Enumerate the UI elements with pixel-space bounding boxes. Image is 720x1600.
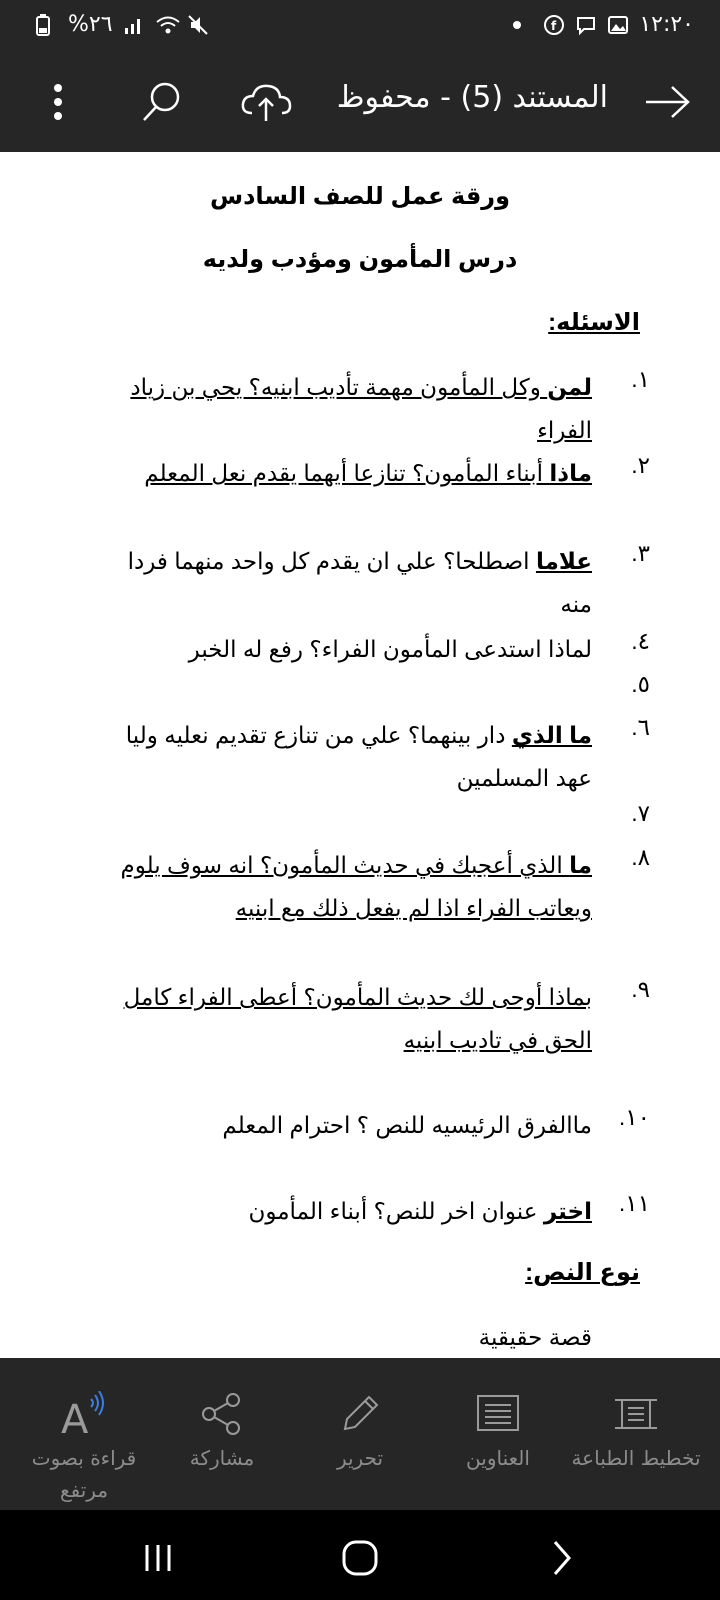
question-9 xyxy=(92,976,592,1062)
cloud-upload-button[interactable] xyxy=(238,74,294,130)
question-text: لماذا استدعى المأمون الفراء؟ رفع له الخبر xyxy=(188,636,592,662)
question-lead: اختر xyxy=(543,1198,592,1224)
more-options-button[interactable] xyxy=(30,74,86,130)
chevron-right-icon xyxy=(547,1538,577,1578)
question-number: ٣. xyxy=(631,540,650,566)
print-layout-icon xyxy=(564,1386,708,1442)
question-6 xyxy=(92,714,592,800)
question-number: ٦. xyxy=(631,714,650,740)
question-1 xyxy=(92,366,592,452)
question-number: ٨. xyxy=(631,844,650,870)
question-text: الذي أعجبك في حديث المأمون؟ انه سوف يلوم ويعاتب الفراء اذا لم يفعل ذلك مع ابنيه xyxy=(120,852,592,921)
lesson-title: درس المأمون ومؤدب ولديه xyxy=(202,246,518,273)
more-vert-icon xyxy=(52,82,64,122)
status-right xyxy=(511,12,694,37)
print-layout-button[interactable] xyxy=(564,1386,708,1474)
mute-icon xyxy=(187,14,209,36)
text-type-heading: نوع النص: xyxy=(525,1259,640,1286)
dot-icon xyxy=(511,14,533,36)
question-number: ٩. xyxy=(631,976,650,1002)
read-aloud-icon xyxy=(12,1386,156,1442)
question-number: ٥. xyxy=(631,671,650,697)
question-text: دار بينهما؟ علي من تنازع تقديم نعليه وليا عهد المسلمين xyxy=(125,722,592,791)
search-icon xyxy=(139,79,185,125)
messenger-icon xyxy=(575,14,597,36)
signal-icon xyxy=(123,14,145,36)
status-left xyxy=(36,12,209,37)
share-icon xyxy=(150,1386,294,1442)
question-10 xyxy=(92,1104,592,1147)
text-type-answer: قصة حقيقية xyxy=(478,1324,592,1350)
clock: ١٢:٢٠ xyxy=(639,12,694,37)
question-lead: علاما xyxy=(535,548,592,574)
question-number: ١٠. xyxy=(618,1104,650,1130)
question-3 xyxy=(92,540,592,626)
read-aloud-label: قراءة بصوت مرتفع xyxy=(31,1446,137,1502)
question-number: ٢. xyxy=(631,452,650,478)
battery-percent: %٢٦ xyxy=(68,12,113,37)
arrow-right-icon xyxy=(644,84,692,120)
print-layout-label: تخطيط الطباعة xyxy=(571,1446,701,1470)
status-bar xyxy=(0,0,720,52)
read-aloud-button[interactable] xyxy=(12,1386,156,1506)
facebook-icon xyxy=(543,14,565,36)
question-number: ١. xyxy=(631,366,650,392)
system-nav-bar xyxy=(0,1510,720,1600)
question-2 xyxy=(92,452,592,495)
question-number: ٤. xyxy=(631,628,650,654)
recent-apps-icon xyxy=(141,1541,175,1575)
home-button[interactable] xyxy=(330,1528,390,1588)
question-lead: ماذا xyxy=(549,460,592,486)
question-4 xyxy=(92,628,592,671)
search-button[interactable] xyxy=(134,74,190,130)
share-label: مشاركة xyxy=(189,1446,255,1470)
home-icon xyxy=(340,1538,380,1578)
question-lead: ما xyxy=(569,852,592,878)
app-toolbar xyxy=(0,52,720,152)
question-text: وكل المأمون مهمة تأديب ابنيه؟ يحي بن زياد الفراء xyxy=(130,374,592,443)
back-nav-button[interactable] xyxy=(532,1528,592,1588)
question-lead: لمن xyxy=(547,374,592,400)
questions-heading: الاسئله: xyxy=(548,309,640,336)
question-text: اصطلحا؟ علي ان يقدم كل واحد منهما فردا منه xyxy=(127,548,592,617)
document-title: المستند (5) - محفوظ xyxy=(336,80,608,115)
photo-icon xyxy=(607,14,629,36)
edit-button[interactable] xyxy=(288,1386,432,1474)
question-number: ٧. xyxy=(631,800,650,826)
edit-label: تحرير xyxy=(336,1446,384,1470)
share-button[interactable] xyxy=(150,1386,294,1474)
wifi-icon xyxy=(155,14,177,36)
battery-icon xyxy=(36,14,58,36)
svg-text:f: f xyxy=(551,18,557,33)
question-text: بماذا أوحى لك حديث المأمون؟ أعطى الفراء كامل الحق في تاديب ابنيه xyxy=(123,984,592,1053)
question-lead: ما الذي xyxy=(511,722,592,748)
worksheet-title: ورقة عمل للصف السادس xyxy=(209,183,511,210)
question-11 xyxy=(92,1190,592,1233)
question-text: عنوان اخر للنص؟ أبناء المأمون xyxy=(248,1198,544,1224)
back-button[interactable] xyxy=(640,74,696,130)
question-text: ماالفرق الرئيسيه للنص ؟ احترام المعلم xyxy=(222,1112,592,1138)
cloud-upload-icon xyxy=(240,81,292,123)
pencil-icon xyxy=(288,1386,432,1442)
document-page[interactable] xyxy=(0,152,720,1358)
headings-label: العناوين xyxy=(466,1446,530,1470)
svg-text:A: A xyxy=(61,1397,89,1437)
bottom-toolbar xyxy=(0,1358,720,1510)
question-number: ١١. xyxy=(618,1190,650,1216)
headings-icon xyxy=(426,1386,570,1442)
headings-button[interactable] xyxy=(426,1386,570,1474)
question-text: أبناء المأمون؟ تنازعا أيهما يقدم نعل المعلم xyxy=(144,460,550,486)
question-8 xyxy=(92,844,592,930)
recent-apps-button[interactable] xyxy=(128,1528,188,1588)
